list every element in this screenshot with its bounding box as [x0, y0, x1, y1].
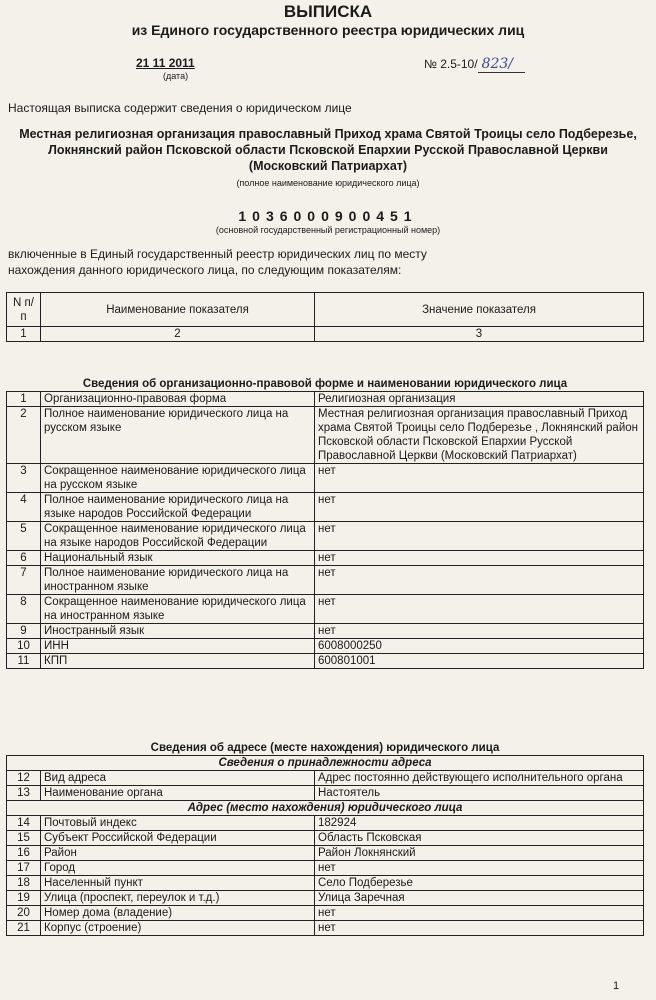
row-value: Религиозная организация	[315, 392, 644, 407]
table-row	[7, 906, 644, 921]
row-value: нет	[315, 522, 644, 551]
issue-date: 21 11 2011	[136, 56, 195, 70]
row-value: нет	[315, 566, 644, 595]
row-value: Местная религиозная организация православный Приход храма Святой Троицы село Подберезье , Локнянский район Псковской области Псковской Епархии Русской Православной Церкви (Московский Патриархат)	[315, 407, 644, 464]
subsection-title: Адрес (место нахождения) юридического лица	[7, 801, 644, 816]
table-row	[7, 861, 644, 876]
row-label: Улица (проспект, переулок и т.д.)	[41, 891, 315, 906]
org-name-line: Местная религиозная организация православный Приход храма Святой Троицы село Подберезье,	[19, 127, 637, 141]
row-value: нет	[315, 595, 644, 624]
row-label: Район	[41, 846, 315, 861]
row-number: 18	[7, 876, 41, 891]
row-number: 4	[7, 493, 41, 522]
row-number: 21	[7, 921, 41, 936]
document-number	[424, 56, 525, 72]
col-number-index: 1	[7, 327, 41, 342]
table-row	[7, 771, 644, 786]
row-label: ИНН	[41, 639, 315, 654]
handwritten-number: 823/	[478, 56, 525, 73]
col-value-header: Значение показателя	[315, 293, 644, 327]
org-name-line: Локнянский район Псковской области Псковской Епархии Русской Православной Церкви	[48, 143, 608, 157]
row-number: 3	[7, 464, 41, 493]
row-number: 13	[7, 786, 41, 801]
row-value: нет	[315, 624, 644, 639]
row-label: Наименование органа	[41, 786, 315, 801]
section-title: Сведения об организационно-правовой форме и наименовании юридического лица	[7, 377, 644, 392]
table-row	[7, 654, 644, 669]
table-row	[7, 624, 644, 639]
row-value: Настоятель	[315, 786, 644, 801]
subsection-title: Сведения о принадлежности адреса	[7, 756, 644, 771]
address-table	[6, 741, 644, 936]
row-value: нет	[315, 493, 644, 522]
table-row	[7, 786, 644, 801]
org-name-line: (Московский Патриархат)	[248, 159, 408, 173]
row-number: 16	[7, 846, 41, 861]
row-label: Населенный пункт	[41, 876, 315, 891]
row-value: Село Подберезье	[315, 876, 644, 891]
ogrn-number: 1036000900451	[238, 208, 418, 224]
table-row	[7, 566, 644, 595]
date-caption: (дата)	[163, 71, 189, 81]
row-label: Полное наименование юридического лица на языке народов Российской Федерации	[41, 493, 315, 522]
row-number: 8	[7, 595, 41, 624]
row-label: Субъект Российской Федерации	[41, 831, 315, 846]
org-full-name	[0, 126, 656, 174]
row-value: Район Локнянский	[315, 846, 644, 861]
table-row	[7, 846, 644, 861]
row-value: 182924	[315, 816, 644, 831]
document-number-prefix: № 2.5-10/	[424, 57, 478, 71]
col-name-index: 2	[41, 327, 315, 342]
included-text: включенные в Единый государственный реестр юридических лиц по месту нахождения данного юридического лица, по следующим показателям:	[8, 247, 427, 277]
org-name-caption: (полное наименование юридического лица)	[236, 178, 420, 188]
org-form-table	[6, 377, 644, 669]
row-label: Город	[41, 861, 315, 876]
row-number: 10	[7, 639, 41, 654]
row-label: Вид адреса	[41, 771, 315, 786]
row-value: нет	[315, 861, 644, 876]
col-name-header: Наименование показателя	[41, 293, 315, 327]
table-row	[7, 876, 644, 891]
row-label: Сокращенное наименование юридического лица на иностранном языке	[41, 595, 315, 624]
section-title: Сведения об адресе (месте нахождения) юридического лица	[7, 741, 644, 756]
row-number: 14	[7, 816, 41, 831]
table-row	[7, 522, 644, 551]
row-label: Национальный язык	[41, 551, 315, 566]
row-value: 6008000250	[315, 639, 644, 654]
document-subtitle: из Единого государственного реестра юридических лиц	[131, 22, 525, 38]
page-number: 1	[613, 980, 620, 992]
row-label: КПП	[41, 654, 315, 669]
row-label: Почтовый индекс	[41, 816, 315, 831]
row-number: 17	[7, 861, 41, 876]
row-label: Корпус (строение)	[41, 921, 315, 936]
row-number: 5	[7, 522, 41, 551]
ogrn-caption: (основной государственный регистрационный номер)	[215, 225, 441, 235]
row-label: Иностранный язык	[41, 624, 315, 639]
table-row	[7, 816, 644, 831]
table-row	[7, 639, 644, 654]
row-number: 20	[7, 906, 41, 921]
row-number: 9	[7, 624, 41, 639]
row-value: 600801001	[315, 654, 644, 669]
row-value: Адрес постоянно действующего исполнительного органа	[315, 771, 644, 786]
row-label: Сокращенное наименование юридического лица на языке народов Российской Федерации	[41, 522, 315, 551]
col-number-header: N п/п	[7, 293, 41, 327]
row-value: нет	[315, 906, 644, 921]
row-label: Номер дома (владение)	[41, 906, 315, 921]
row-number: 19	[7, 891, 41, 906]
row-number: 11	[7, 654, 41, 669]
row-value: нет	[315, 464, 644, 493]
row-number: 6	[7, 551, 41, 566]
row-number: 15	[7, 831, 41, 846]
row-value: Область Псковская	[315, 831, 644, 846]
row-number: 7	[7, 566, 41, 595]
col-value-index: 3	[315, 327, 644, 342]
table-row	[7, 407, 644, 464]
row-value: нет	[315, 551, 644, 566]
table-row	[7, 891, 644, 906]
table-row	[7, 831, 644, 846]
index-table	[6, 292, 644, 342]
row-number: 1	[7, 392, 41, 407]
row-label: Организационно-правовая форма	[41, 392, 315, 407]
row-value: Улица Заречная	[315, 891, 644, 906]
document-title: ВЫПИСКА	[283, 2, 373, 21]
table-row	[7, 464, 644, 493]
row-label: Полное наименование юридического лица на иностранном языке	[41, 566, 315, 595]
intro-text: Настоящая выписка содержит сведения о юридическом лице	[8, 101, 352, 115]
table-row	[7, 493, 644, 522]
table-row	[7, 921, 644, 936]
row-label: Полное наименование юридического лица на русском языке	[41, 407, 315, 464]
table-row	[7, 595, 644, 624]
table-row	[7, 392, 644, 407]
table-row	[7, 551, 644, 566]
row-value: нет	[315, 921, 644, 936]
row-number: 12	[7, 771, 41, 786]
row-label: Сокращенное наименование юридического лица на русском языке	[41, 464, 315, 493]
row-number: 2	[7, 407, 41, 464]
